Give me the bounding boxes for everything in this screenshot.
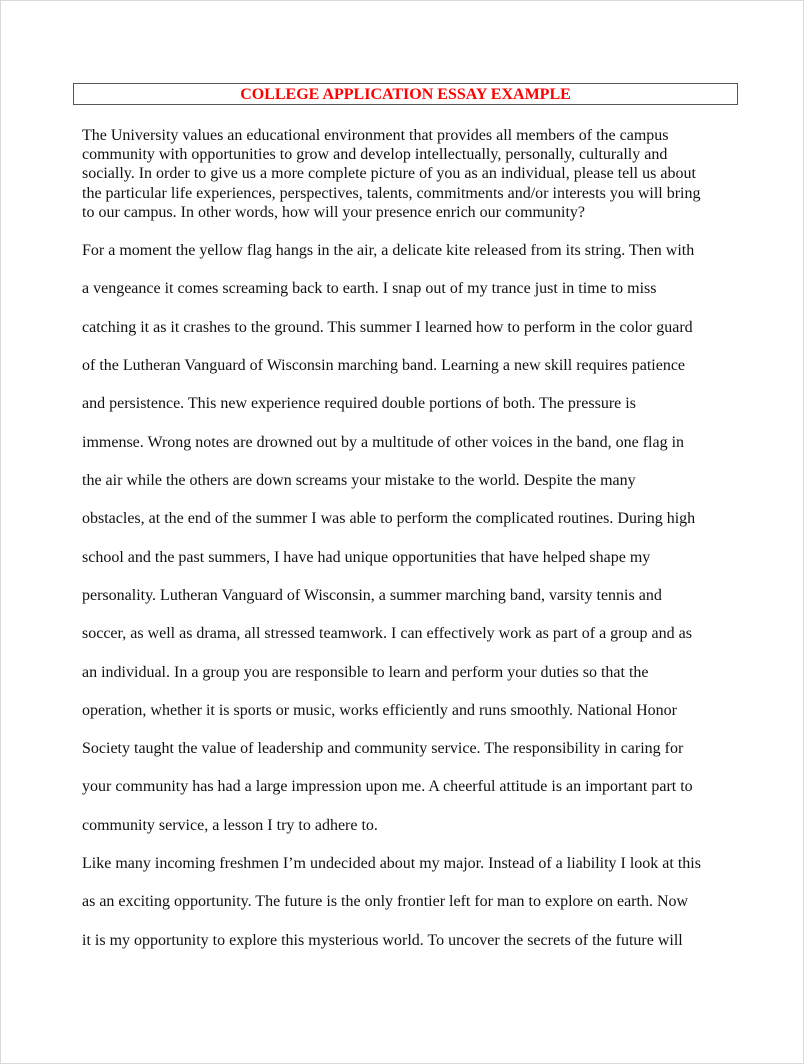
essay-line: immense. Wrong notes are drowned out by a multitude of other voices in the band, one flag in (82, 434, 685, 451)
essay-line: your community has had a large impression upon me. A cheerful attitude is an important part to (82, 778, 693, 795)
essay-line: an individual. In a group you are responsible to learn and perform your duties so that the (82, 664, 649, 681)
essay-line: community service, a lesson I try to adhere to. (82, 817, 378, 834)
essay-line: of the Lutheran Vanguard of Wisconsin marching band. Learning a new skill requires patience (82, 357, 686, 374)
essay-line: operation, whether it is sports or music, works efficiently and runs smoothly. National Honor (82, 702, 678, 719)
essay-line: soccer, as well as drama, all stressed teamwork. I can effectively work as part of a group and as (82, 625, 692, 642)
prompt-line: socially. In order to give us a more complete picture of you as an individual, please tell us about (82, 165, 696, 183)
prompt-line: community with opportunities to grow and develop intellectually, personally, culturally and (82, 146, 668, 164)
essay-line: Society taught the value of leadership and community service. The responsibility in caring for (82, 740, 684, 757)
essay-line: and persistence. This new experience required double portions of both. The pressure is (82, 395, 636, 412)
essay-line: school and the past summers, I have had unique opportunities that have helped shape my (82, 549, 651, 566)
document-title: COLLEGE APPLICATION ESSAY EXAMPLE (240, 86, 571, 103)
essay-line: as an exciting opportunity. The future is the only frontier left for man to explore on earth. Now (82, 893, 689, 910)
essay-line: a vengeance it comes screaming back to earth. I snap out of my trance just in time to miss (82, 280, 657, 297)
prompt-line: The University values an educational environment that provides all members of the campus (82, 127, 669, 144)
essay-line: obstacles, at the end of the summer I was able to perform the complicated routines. During high (82, 510, 696, 527)
essay-line: Like many incoming freshmen I’m undecided about my major. Instead of a liability I look at this (82, 855, 701, 872)
prompt-line: to our campus. In other words, how will your presence enrich our community? (82, 203, 585, 221)
essay-prompt (82, 126, 742, 222)
essay-line: it is my opportunity to explore this mysterious world. To uncover the secrets of the future will (82, 932, 683, 949)
essay-line: personality. Lutheran Vanguard of Wisconsin, a summer marching band, varsity tennis and (82, 587, 662, 604)
essay-line: catching it as it crashes to the ground. This summer I learned how to perform in the color guard (82, 319, 693, 336)
prompt-line: the particular life experiences, perspectives, talents, commitments and/or interests you will bring (82, 184, 701, 202)
essay-line: the air while the others are down screams your mistake to the world. Despite the many (82, 472, 636, 489)
essay-line: For a moment the yellow flag hangs in the air, a delicate kite released from its string. Then with (82, 242, 695, 259)
title-box (73, 83, 738, 105)
